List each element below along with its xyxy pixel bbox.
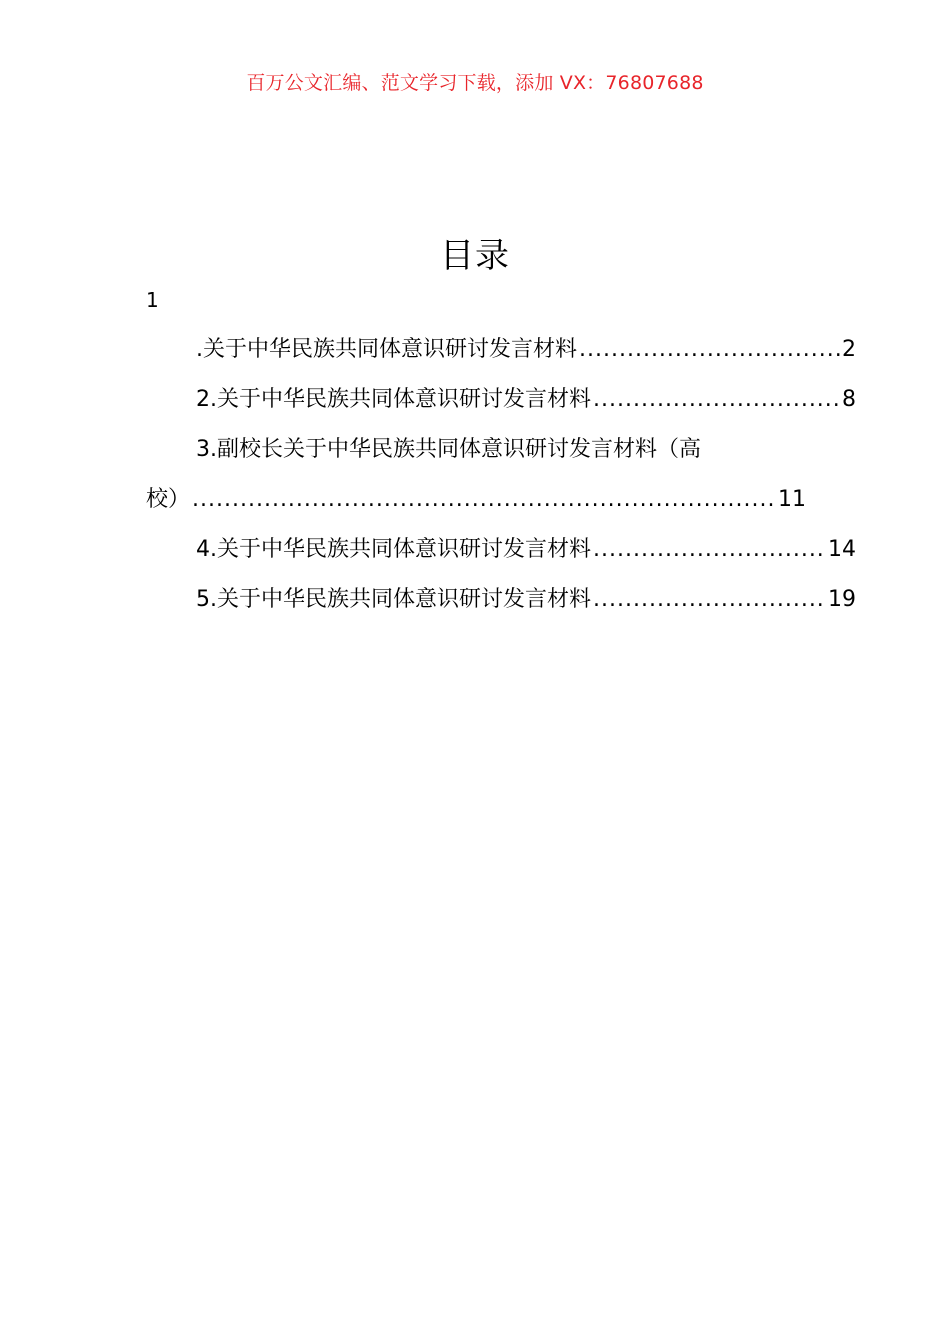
header-banner: 百万公文汇编、范文学习下载，添加 VX：76807688	[246, 72, 704, 94]
toc-entry-page: 19	[828, 587, 856, 612]
toc-entry-text: 3.副校长关于中华民族共同体意识研讨发言材料（高	[196, 437, 701, 462]
toc-leader-dots	[579, 335, 840, 365]
toc-entry-text-continued: 校）	[146, 487, 191, 512]
toc-entry-page: 11	[778, 487, 806, 512]
toc-leader-dots	[593, 385, 840, 415]
toc-entry-2[interactable]	[146, 385, 856, 415]
toc-entry-3-line2[interactable]	[146, 485, 806, 515]
toc-entry-page: 14	[828, 537, 856, 562]
toc-leader-dots	[192, 485, 776, 515]
toc-leader-dots	[593, 535, 826, 565]
toc-leader-dots	[593, 585, 826, 615]
toc-entry-text: 5.关于中华民族共同体意识研讨发言材料	[196, 587, 591, 612]
toc-entry-4[interactable]	[146, 535, 856, 565]
toc-title: 目录	[440, 236, 510, 276]
toc-lead-number: 1	[146, 288, 159, 312]
toc-entry-page: 8	[842, 387, 856, 412]
toc-entry-text: .关于中华民族共同体意识研讨发言材料	[196, 337, 577, 362]
toc-entry-text: 2.关于中华民族共同体意识研讨发言材料	[196, 387, 591, 412]
toc-entry-1[interactable]	[146, 335, 856, 365]
toc-entry-3-line1[interactable]	[146, 435, 806, 465]
toc-entry-5[interactable]	[146, 585, 856, 615]
toc-entry-page: 2	[842, 337, 856, 362]
toc-entry-text: 4.关于中华民族共同体意识研讨发言材料	[196, 537, 591, 562]
